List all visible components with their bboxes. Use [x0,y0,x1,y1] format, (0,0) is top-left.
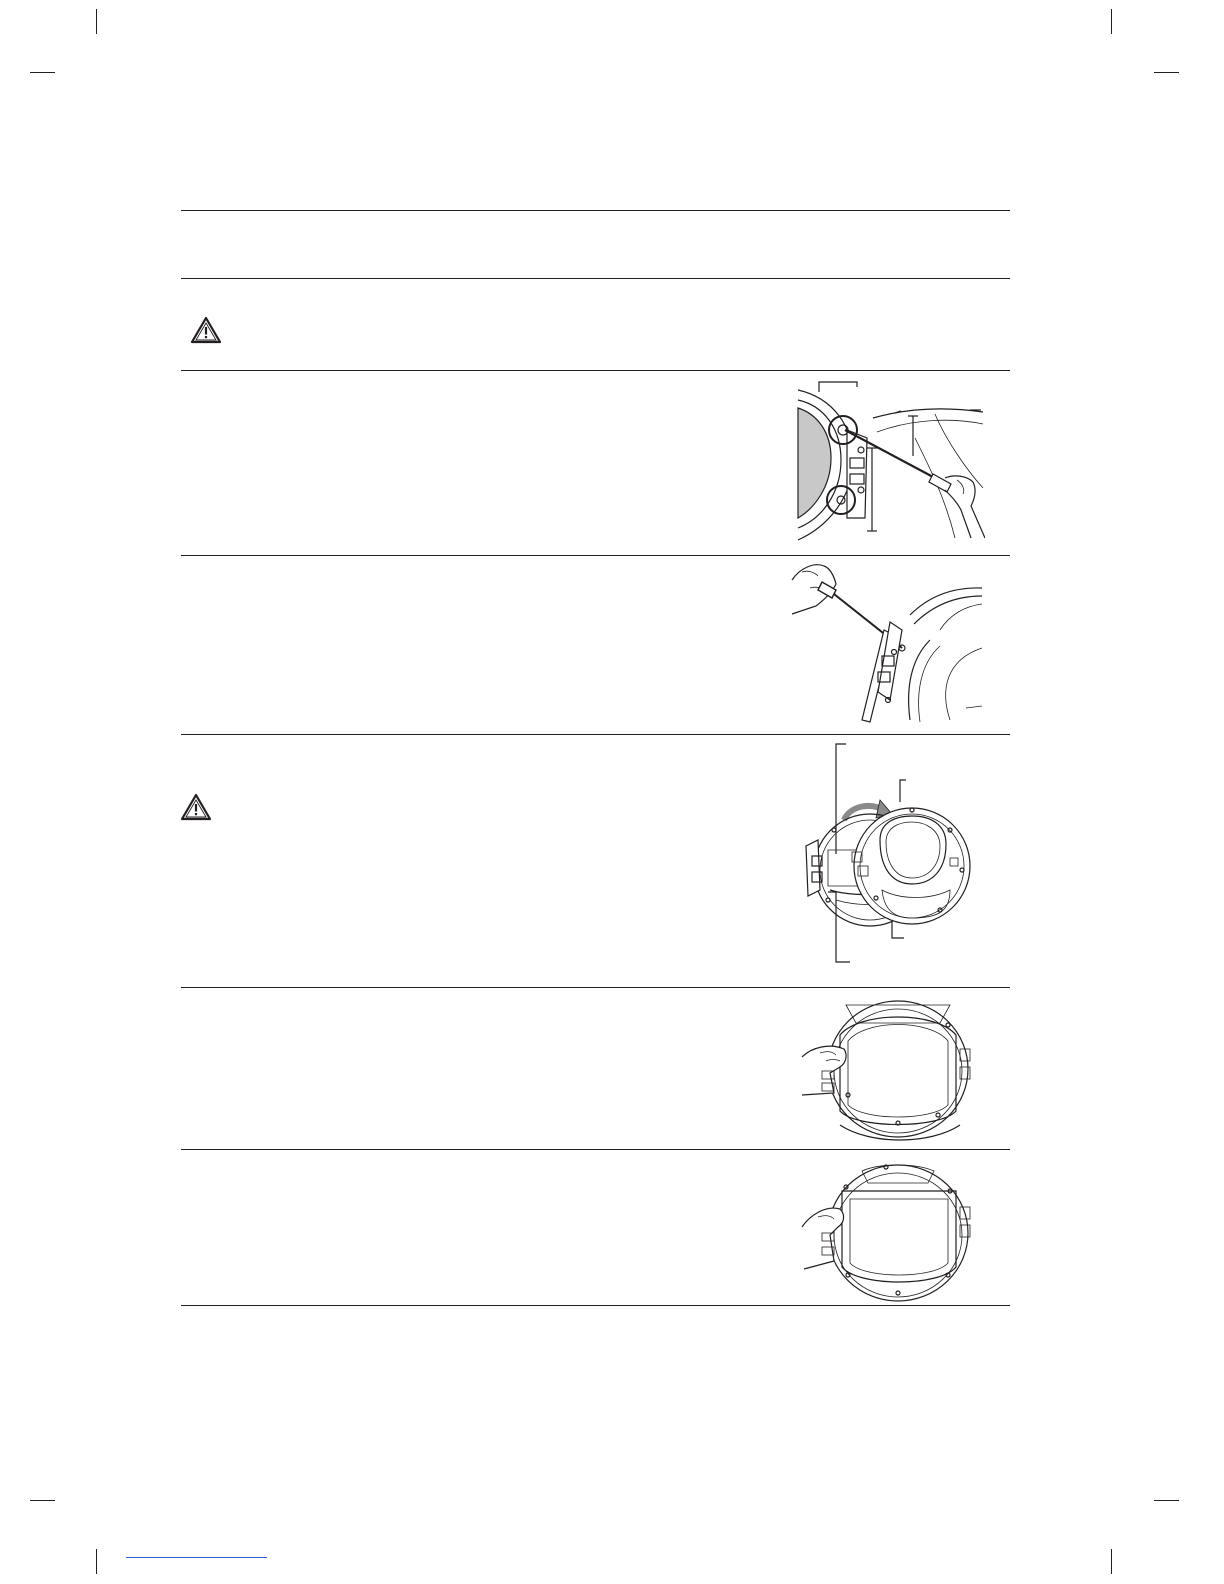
crop-mark-top-right-vertical [1111,9,1112,34]
crop-mark-bottom-left-vertical [96,1549,97,1574]
figure-separate-door-frames [800,740,980,970]
crop-mark-bottom-right-horizontal [1154,1500,1179,1501]
figure-unscrew-hinge [790,560,985,730]
crop-mark-top-left-horizontal [30,72,55,73]
warning-icon [180,793,212,821]
crop-mark-top-left-vertical [96,9,97,34]
crop-mark-bottom-right-vertical [1111,1549,1112,1574]
link-underline[interactable] [126,1557,267,1558]
row-divider [181,1149,1010,1150]
footer-rule [181,1305,1010,1306]
crop-mark-top-right-horizontal [1154,72,1179,73]
figure-reattach-hinge-left [800,995,975,1145]
figure-remove-hinge-screws [795,378,985,548]
row-divider [181,987,1010,988]
row-divider [181,555,1010,556]
crop-mark-bottom-left-horizontal [30,1500,55,1501]
figure-door-reassembled [800,1157,975,1305]
row-divider [181,734,1010,735]
header-top-rule [181,210,1010,211]
warning-icon [190,316,222,344]
header-bottom-rule [181,278,1010,279]
row-divider [181,370,1010,371]
